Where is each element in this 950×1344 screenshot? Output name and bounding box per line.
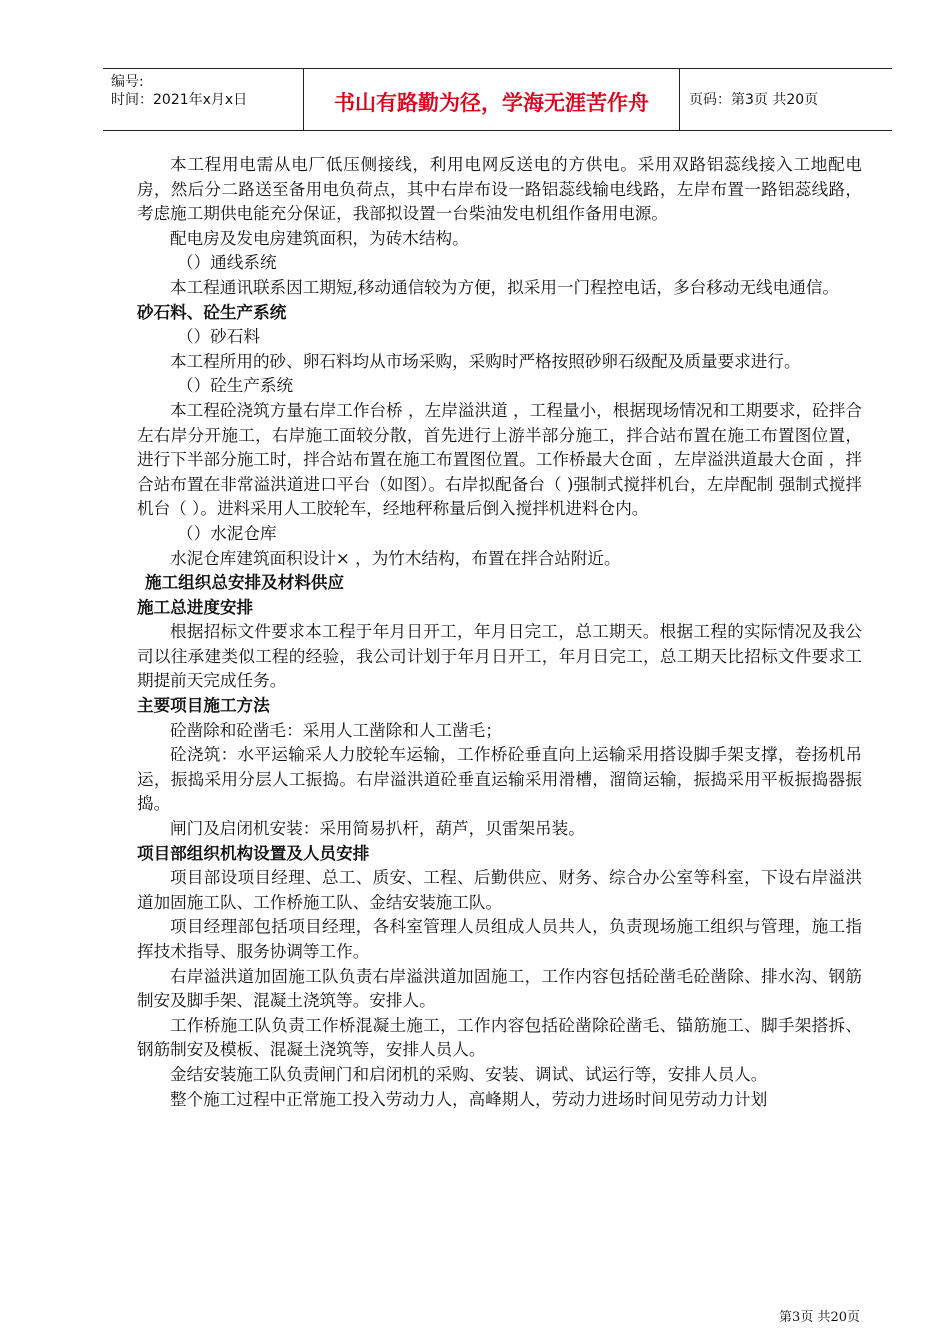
body-paragraph: 配电房及发电房建筑面积，为砖木结构。 (170, 228, 469, 248)
section-heading: 施工组织总安排及材料供应 (145, 573, 345, 593)
body-paragraph: 项目经理部包括项目经理，各科室管理人员组成人员共人，负责现场施工组织与管理，施工指挥技术指导、服务协调等工作。 (137, 917, 862, 961)
body-paragraph: 项目部设项目经理、总工、质安、工程、后勤供应、财务、综合办公室等科室，下设右岸溢洪道加固施工队、工作桥施工队、金结安装施工队。 (137, 868, 862, 912)
body-paragraph: 右岸溢洪道加固施工队负责右岸溢洪道加固施工，工作内容包括砼凿毛砼凿除、排水沟、钢筋制安及脚手架、混凝土浇筑等。安排人。 (137, 966, 862, 1011)
subsection-title: （）水泥仓库 (177, 523, 277, 543)
section-heading: 项目部组织机构设置及人员安排 (137, 843, 370, 863)
body-paragraph: 本工程所用的砂、卵石料均从市场采购，采购时严格按照砂卵石级配及质量要求进行。 (170, 351, 801, 371)
header-left-cell (103, 69, 303, 130)
body-paragraph: 工作桥施工队负责工作桥混凝土施工，工作内容包括砼凿除砼凿毛、锚筋施工、脚手架搭拆、钢筋制安及模板、混凝土浇筑等，安排人员人。 (137, 1015, 862, 1060)
body-paragraph: 闸门及启闭机安装：采用简易扒杆，葫芦，贝雷架吊装。 (170, 819, 585, 839)
page-header (103, 68, 892, 131)
section-heading: 施工总进度安排 (137, 597, 254, 617)
subsection-title: （）通线系统 (177, 253, 277, 273)
body-paragraph: 整个施工过程中正常施工投入劳动力人，高峰期人，劳动力进场时间见劳动力计划 (170, 1089, 768, 1109)
body-paragraph: 金结安装施工队负责闸门和启闭机的采购、安装、调试、试运行等，安排人员人。 (170, 1064, 768, 1084)
body-paragraph: 本工程砼浇筑方量右岸工作台桥 ，左岸溢洪道 ，工程量小，根据现场情况和工期要求，砼拌合左右岸分开施工，右岸施工面较分散，首先进行上游半部分施工，拌合站布置在施工布置图位置，进行下半部分施工时，拌合站布置在施工布置图位置。工作桥最大仓面 ，左岸溢洪道最大仓面 ，拌合站布置在非常溢洪道进口平台（如图）。右岸拟配备台（ )强制式搅拌机台，左岸配制 强制式搅拌机台（ ）。进料采用人工胶轮车，经地秤称量后倒入搅拌机进料仓内。 (137, 400, 862, 519)
header-motto-cell (303, 69, 680, 130)
footer-page-number: 第3页 共20页 (779, 1310, 860, 1325)
time-label: 时间：2021年x月x日 (111, 92, 248, 108)
section-heading: 主要项目施工方法 (137, 696, 270, 716)
subsection-title: （）砼生产系统 (177, 376, 294, 396)
subsection-title: （）砂石料 (177, 327, 260, 347)
body-paragraph: 本工程通讯联系因工期短,移动通信较为方便，拟采用一门程控电话，多台移动无线电通信。 (170, 277, 840, 297)
header-page-cell (679, 69, 892, 130)
body-paragraph: 水泥仓库建筑面积设计× ，为竹木结构，布置在拌合站附近。 (170, 548, 621, 568)
motto-text: 书山有路勤为径，学海无涯苦作舟 (334, 91, 649, 115)
section-heading: 砂石料、砼生产系统 (137, 302, 287, 322)
body-paragraph: 砼浇筑：水平运输采人力胶轮车运输，工作桥砼垂直向上运输采用搭设脚手架支撑，卷扬机吊运，振捣采用分层人工振捣。右岸溢洪道砼垂直运输采用滑槽，溜筒运输，振捣采用平板振捣器振捣。 (137, 745, 862, 814)
body-paragraph: 根据招标文件要求本工程于年月日开工，年月日完工，总工期天。根据工程的实际情况及我公司以往承建类似工程的经验，我公司计划于年月日开工，年月日完工，总工期天比招标文件要求工期提前天完成任务。 (137, 622, 862, 691)
body-paragraph: 本工程用电需从电厂低压侧接线，利用电网反送电的方供电。采用双路铝蕊线接入工地配电房，然后分二路送至备用电负荷点，其中右岸布设一路铝蕊线输电线路，左岸布置一路铝蕊线路，考虑施工期供电能充分保证，我部拟设置一台柴油发电机组作备用电源。 (137, 155, 862, 224)
body-paragraph: 砼凿除和砼凿毛：采用人工凿除和人工凿毛； (170, 720, 502, 740)
number-label: 编号: (111, 74, 144, 90)
page-number-label: 页码：第3页 共20页 (689, 92, 819, 108)
document-body (137, 153, 862, 1112)
